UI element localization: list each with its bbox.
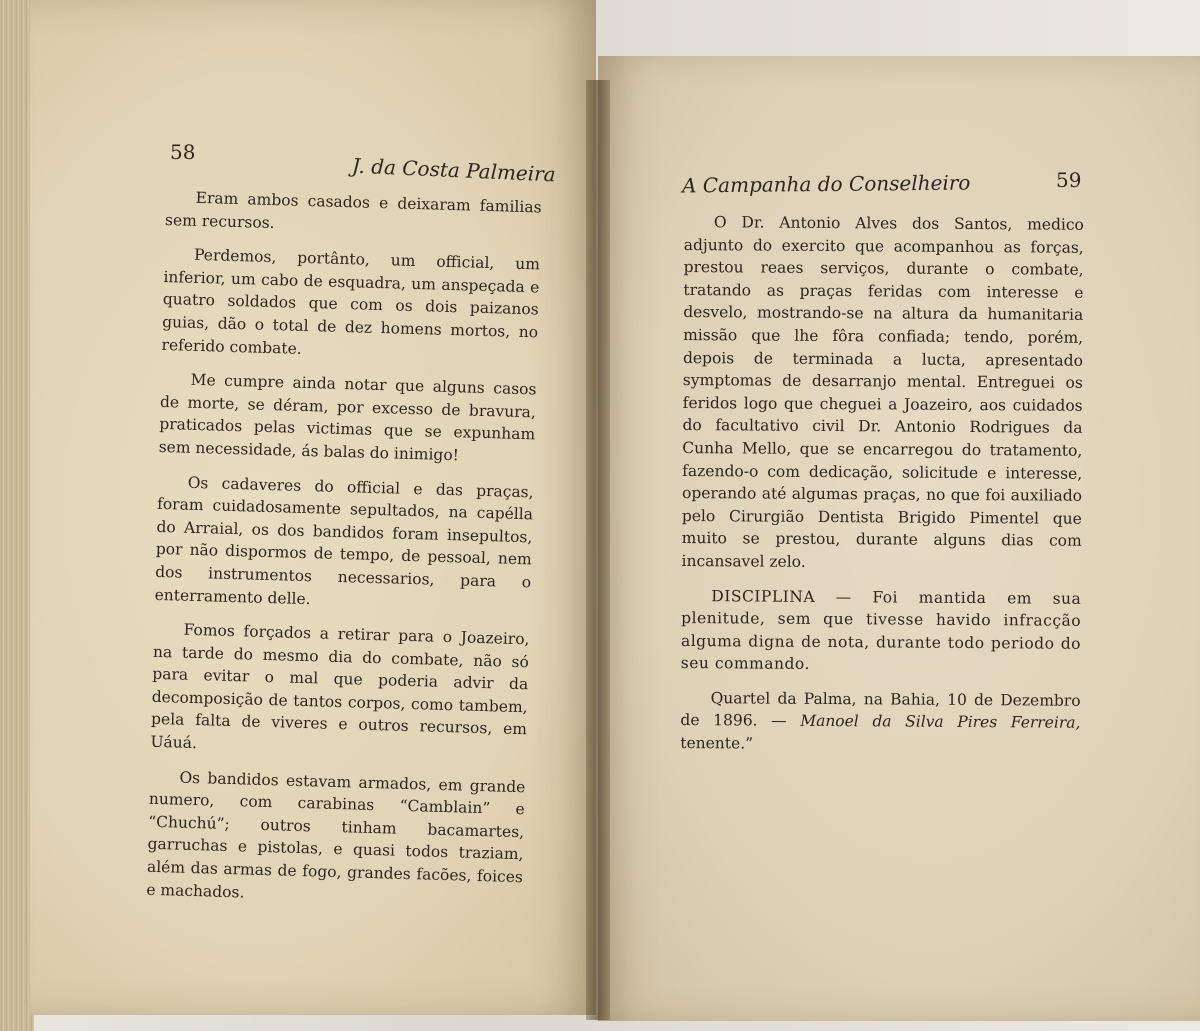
paragraph: Eram ambos casados e deixaram familias sem recursos. bbox=[164, 188, 542, 232]
book-gutter bbox=[586, 80, 610, 1020]
paragraph: Fomos forçados a retirar para o Joazeiro, na tarde do mesmo dia do combate, não só para evitar o mal que poderia advir da decomposição de tantos corpos, como tambem, pela falta de viveres e outros recursos, em Uáuá. bbox=[150, 620, 530, 753]
paragraph: Os bandidos estavam armados, em grande numero, com carabinas “Camblain” e “Chuchú”; outros tinham bacamartes, garruchas e pistolas, e quasi todos traziam, além das armas de fogo, grandes facões, foices e machados. bbox=[146, 768, 526, 902]
right-running-head: A Campanha do Conselheiro bbox=[681, 170, 971, 198]
left-page-number: 58 bbox=[170, 140, 196, 164]
paragraph: Os cadaveres do official e das praças, foram cuidadosamente sepultados, na capélla do Arraial, os dos bandidos foram insepultos, por não dispormos de tempo, de pessoal, nem dos instrumentos necessarios, para o enterramento delle. bbox=[154, 473, 534, 608]
left-page-body bbox=[146, 186, 542, 923]
left-running-head: J. da Costa Palmeira bbox=[351, 153, 557, 187]
paragraph: O Dr. Antonio Alves dos Santos, medico adjunto do exercito que acompanhou as forças, prestou reaes serviços, durante o combate, tratando as praças feridas com interesse e desvelo, mostrando-se na altura da humanitaria missão que lhe fôra confiada; tendo, porém, depois de terminada a lucta, apresentado symptomas de desarranjo mental. Entreguei os feridos logo que cheguei a Joazeiro, aos cuidados do facultativo civil Dr. Antonio Rodrigues da Cunha Mello, que se encarregou do tratamento, fazendo-o com dedicação, solicitude e interesse, operando até algumas praças, no que foi auxiliado pelo Cirurgião Dentista Brigido Pimentel que muito se prestou, durante alguns dias com incansavel zelo. bbox=[681, 213, 1084, 571]
paragraph: Me cumpre ainda notar que alguns casos de morte, se déram, por excesso de bravura, praticados pelas victimas que se expunham sem necessidade, ás balas do inimigo! bbox=[158, 370, 537, 465]
paragraph: DISCIPLINA — Foi mantida em sua plenitude, sem que tivesse havido infracção alguma digna de nota, durante todo periodo do seu commando. bbox=[680, 586, 1082, 674]
paragraph: Perdemos, portânto, um official, um inferior, um cabo de esquadra, um anspeçada e quatro soldados que com os dois paizanos guias, dão o total de dez homens mortos, no referido combate. bbox=[161, 246, 541, 358]
signature: Manoel da Silva Pires Ferreira, bbox=[800, 712, 1081, 733]
page-block-edge bbox=[0, 0, 34, 1031]
right-page-number: 59 bbox=[1056, 168, 1082, 192]
closing-paragraph bbox=[680, 687, 1080, 758]
place-date: Quartel da Palma, na Bahia, 10 de Dezembro de 1896. — bbox=[680, 689, 1081, 731]
rank: tenente.” bbox=[680, 734, 754, 753]
right-page-body bbox=[680, 211, 1084, 769]
